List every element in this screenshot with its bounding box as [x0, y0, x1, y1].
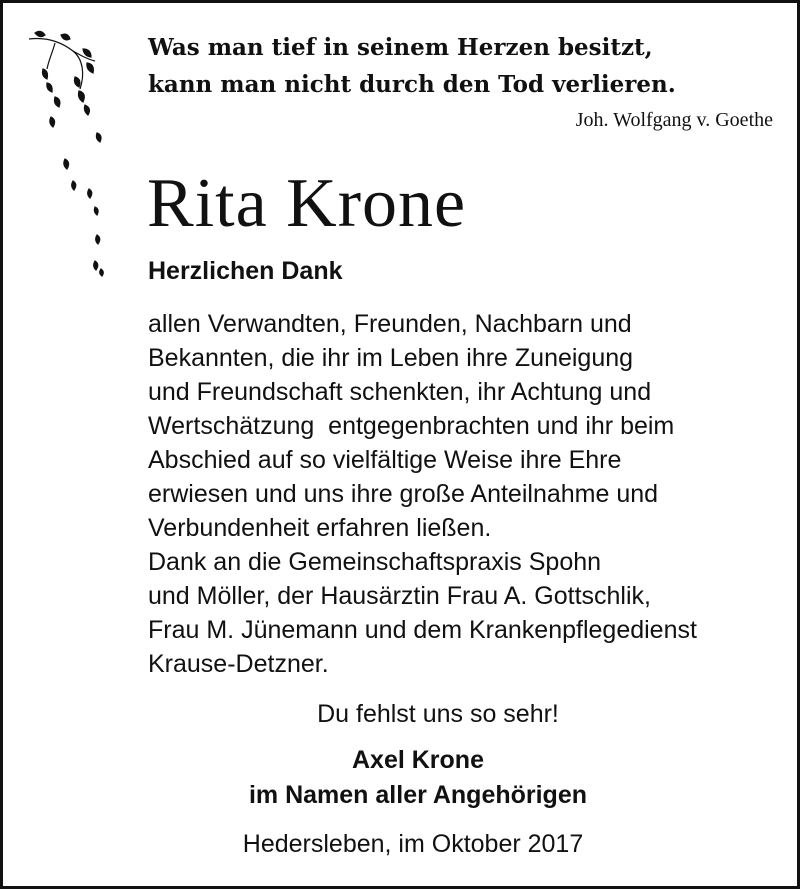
- body-line: Frau M. Jünemann und dem Krankenpflegedienst: [148, 616, 697, 644]
- quote-author: Joh. Wolfgang v. Goethe: [575, 109, 773, 131]
- quote-line-2: kann man nicht durch den Tod verlieren.: [148, 71, 676, 98]
- quote-line-1: Was man tief in seinem Herzen besitzt,: [148, 34, 653, 61]
- body-line: Dank an die Gemeinschaftspraxis Spohn: [148, 548, 602, 576]
- thanks-body: [148, 307, 697, 681]
- body-line: Verbundenheit erfahren ließen.: [148, 514, 492, 542]
- body-line: Bekannten, die ihr im Leben ihre Zuneigung: [148, 344, 634, 372]
- place-and-date: Hedersleben, im Oktober 2017: [242, 830, 584, 858]
- deceased-name: Rita Krone: [147, 165, 467, 242]
- body-line: und Freundschaft schenkten, ihr Achtung und: [148, 378, 652, 406]
- thanks-heading: Herzlichen Dank: [148, 257, 343, 285]
- signer-subtitle: im Namen aller Angehörigen: [248, 781, 588, 809]
- body-line: erwiesen und uns ihre große Anteilnahme und: [148, 480, 659, 508]
- body-line: Krause-Detzner.: [148, 650, 329, 678]
- body-line: Wertschätzung entgegenbrachten und ihr beim: [148, 412, 675, 440]
- falling-leaves-branch-icon: [25, 29, 125, 289]
- body-line: Abschied auf so vielfältige Weise ihre Ehre: [148, 446, 622, 474]
- body-line: allen Verwandten, Freunden, Nachbarn und: [148, 310, 632, 338]
- body-line: und Möller, der Hausärztin Frau A. Gottschlik,: [148, 582, 651, 610]
- closing-line: Du fehlst uns so sehr!: [317, 700, 559, 728]
- signer-name: Axel Krone: [352, 746, 484, 774]
